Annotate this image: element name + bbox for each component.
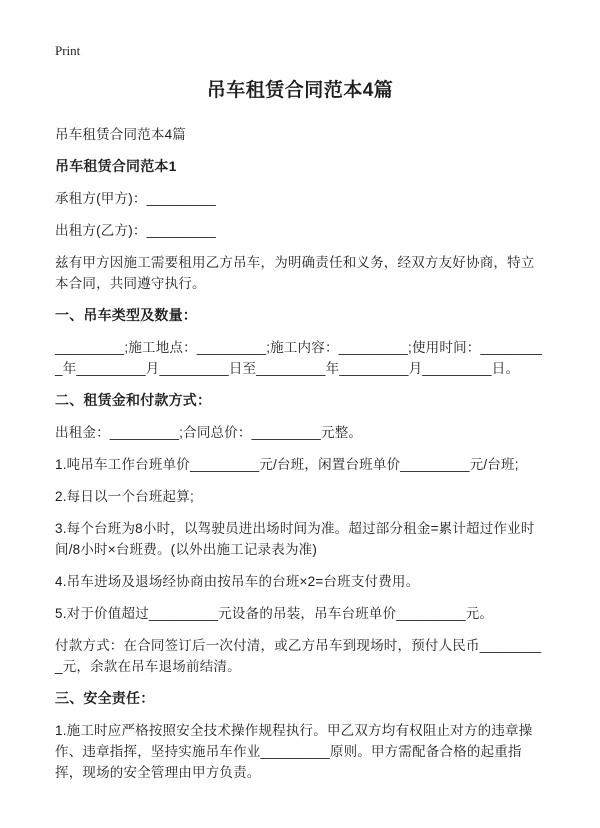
heading-section-1: 一、吊车类型及数量： (55, 307, 197, 323)
print-link[interactable]: Print (55, 43, 81, 58)
para-rent-item-4: 4.吊车进场及退场经协商由按吊车的台班×2=台班支付费用。 (55, 574, 420, 589)
para-crane-info: _________;施工地点：_________;施工内容：_________;使用时间：_________年_________月_________日至_________年_________月_________日。 (55, 340, 543, 376)
para-rent-item-3: 3.每个台班为8小时，以驾驶员进出场时间为准。超过部分租金=累计超过作业时间/8小时×台班费。(以外出施工记录表为准) (55, 521, 535, 557)
heading-section-2: 二、租赁金和付款方式： (55, 392, 212, 408)
para-template1-heading: 吊车租赁合同范本1 (55, 158, 177, 174)
para-party-b: 出租方(乙方)：_________ (55, 223, 216, 238)
para-preamble: 兹有甲方因施工需要租用乙方吊车，为明确责任和义务，经双方友好协商，特立本合同，共同遵守执行。 (55, 255, 535, 291)
page-title: 吊车租赁合同范本4篇 (206, 80, 394, 101)
para-rent-item-1: 1.吨吊车工作台班单价_________元/台班，闲置台班单价_________元/台班; (55, 457, 519, 472)
para-subtitle: 吊车租赁合同范本4篇 (55, 127, 187, 142)
heading-section-3: 三、安全责任： (55, 690, 155, 706)
para-party-a: 承租方(甲方)：_________ (55, 191, 216, 206)
document-body (55, 124, 545, 783)
para-safety-item-1: 1.施工时应严格按照安全技术操作规程执行。甲乙双方均有权阻止对方的违章操作、违章指挥，坚持实施吊车作业_________原则。甲方需配备合格的起重指挥，现场的安全管理由甲方负责。 (55, 723, 533, 780)
para-rent-item-2: 2.每日以一个台班起算; (55, 489, 194, 504)
para-payment-method: 付款方式：在合同签订后一次付清，或乙方吊车到现场时，预付人民币_________元，余款在吊车退场前结清。 (55, 638, 542, 674)
para-rent-item-5: 5.对于价值超过_________元设备的吊装，吊车台班单价_________元。 (55, 606, 494, 621)
para-rent-total: 出租金：_________;合同总价：_________元整。 (55, 425, 363, 440)
